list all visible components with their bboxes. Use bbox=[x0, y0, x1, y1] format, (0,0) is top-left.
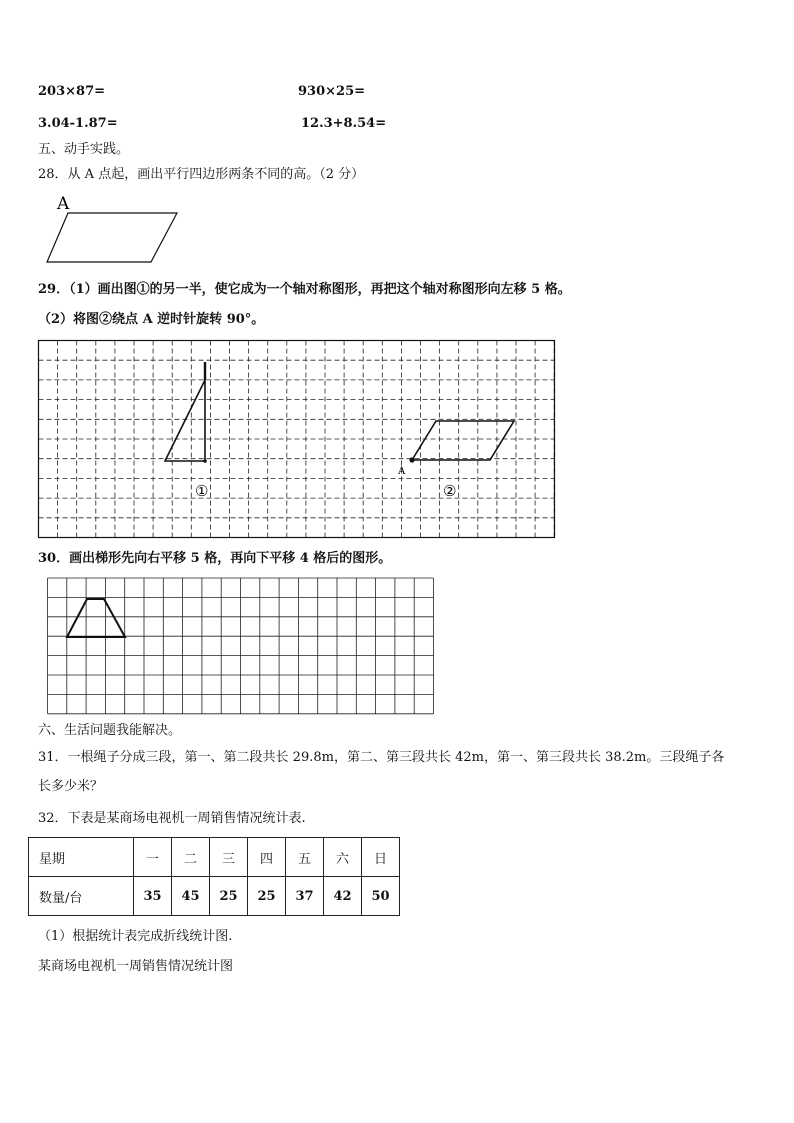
table-header-cell: 数量/台 bbox=[29, 877, 134, 916]
q30-grid-figure bbox=[47, 577, 436, 719]
q31-line1: 31．一根绳子分成三段，第一、第二段共长 29.8m，第二、第三段共长 42m，第一、第三段共长 38.2m。三段绳子各 bbox=[38, 750, 725, 765]
q28-vertex-label: A bbox=[57, 194, 70, 214]
q29-grid-figure bbox=[38, 340, 556, 540]
q29-figure2-label: ② bbox=[443, 482, 457, 500]
table-day-cell: 一 bbox=[134, 838, 172, 877]
table-day-cell: 六 bbox=[324, 838, 362, 877]
table-value-cell: 25 bbox=[210, 877, 248, 916]
q29-parallelogram bbox=[412, 421, 514, 460]
table-row bbox=[29, 838, 400, 877]
table-value-cell: 50 bbox=[362, 877, 400, 916]
q30-text: 30．画出梯形先向右平移 5 格，再向下平移 4 格后的图形。 bbox=[38, 551, 392, 566]
q28-text: 28．从 A 点起，画出平行四边形两条不同的高。（2 分） bbox=[38, 167, 365, 182]
table-value-cell: 25 bbox=[248, 877, 286, 916]
table-value-cell: 37 bbox=[286, 877, 324, 916]
q29-point-a-label: A bbox=[398, 466, 406, 477]
q30-trapezoid bbox=[67, 599, 125, 637]
q29-point-a bbox=[409, 457, 414, 462]
q32-text: 32．下表是某商场电视机一周销售情况统计表. bbox=[38, 811, 306, 826]
table-value-cell: 45 bbox=[172, 877, 210, 916]
table-day-cell: 日 bbox=[362, 838, 400, 877]
table-value-cell: 35 bbox=[134, 877, 172, 916]
calc-q3: 3.04-1.87= bbox=[38, 116, 118, 131]
q29-half-triangle bbox=[165, 380, 205, 461]
table-row bbox=[29, 877, 400, 916]
table-value-cell: 42 bbox=[324, 877, 362, 916]
q32-chart-title: 某商场电视机一周销售情况统计图 bbox=[38, 959, 234, 974]
sales-table bbox=[28, 837, 400, 916]
table-day-cell: 四 bbox=[248, 838, 286, 877]
q28-parallelogram bbox=[40, 192, 190, 268]
section-5-heading: 五、动手实践。 bbox=[38, 142, 130, 157]
table-day-cell: 三 bbox=[210, 838, 248, 877]
q29-line1: 29．（1）画出图①的另一半，使它成为一个轴对称图形，再把这个轴对称图形向左移 5 格。 bbox=[38, 282, 571, 297]
q29-line2: （2）将图②绕点 A 逆时针旋转 90°。 bbox=[38, 312, 265, 327]
calc-q2: 930×25= bbox=[298, 84, 366, 99]
table-day-cell: 二 bbox=[172, 838, 210, 877]
q31-line2: 长多少米？ bbox=[38, 779, 104, 794]
section-6-heading: 六、生活问题我能解决。 bbox=[38, 723, 182, 738]
q29-figure1-label: ① bbox=[195, 482, 209, 500]
calc-q1: 203×87= bbox=[38, 84, 106, 99]
table-header-cell: 星期 bbox=[29, 838, 134, 877]
table-day-cell: 五 bbox=[286, 838, 324, 877]
q32-sub1: （1）根据统计表完成折线统计图. bbox=[38, 929, 233, 944]
calc-q4: 12.3+8.54= bbox=[301, 116, 387, 131]
